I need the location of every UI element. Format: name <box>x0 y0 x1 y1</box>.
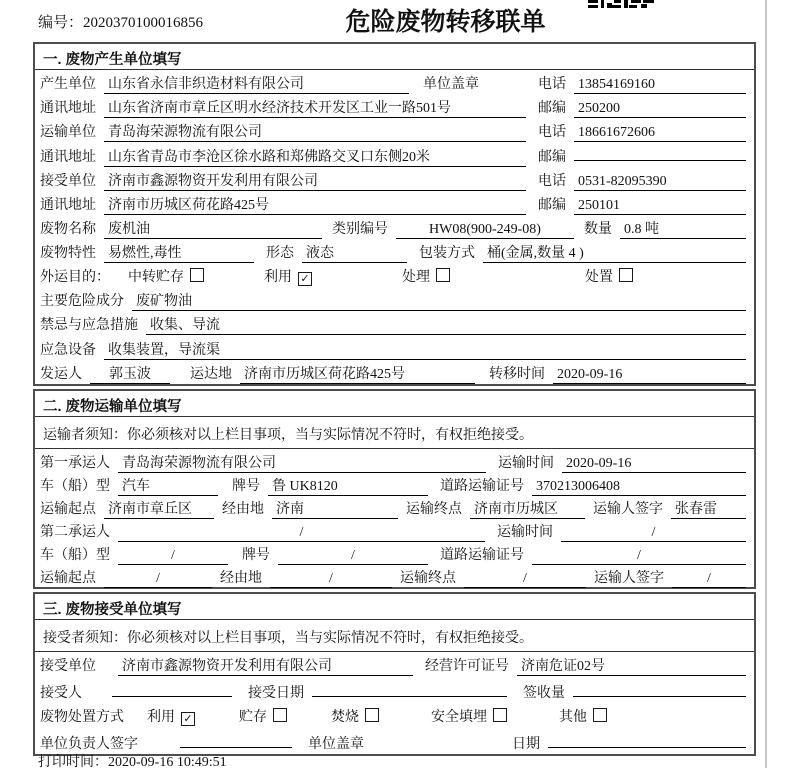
disposal-incinerate-label: 焚烧 <box>331 710 359 725</box>
destination-value: 济南市历城区荷花路425号 <box>240 363 475 384</box>
producer-phone-label: 电话 <box>538 77 566 92</box>
transporter-notice-text: 你必须核对以上栏目事项，当与实际情况不符时，有权拒绝接受。 <box>127 428 533 443</box>
checkbox-utilize: ✓ <box>298 272 312 286</box>
route1-end-value: 济南市历城区 <box>470 498 585 519</box>
dispatcher-label: 发运人 <box>40 366 82 382</box>
plate2-value: / <box>278 548 428 565</box>
transport-zip-label: 邮编 <box>538 150 566 166</box>
business-permit-value: 济南危证02号 <box>517 655 746 676</box>
route1-via-value: 济南 <box>272 498 398 519</box>
emergency-equipment-label: 应急设备 <box>40 342 96 358</box>
waste-form-value: 液态 <box>302 242 407 263</box>
road-permit2-label: 道路运输证号 <box>440 548 524 563</box>
transport-unit-label: 运输单位 <box>40 125 96 141</box>
road-permit1-value: 370213006408 <box>532 479 746 496</box>
waste-category-value: HW08(900-249-08) <box>396 222 574 239</box>
vehicle-type1-value: 汽车 <box>118 475 218 496</box>
section2-title: 二. 废物运输单位填写 <box>35 391 754 417</box>
producer-unit-label: 产生单位 <box>40 77 96 92</box>
row-route2 <box>35 564 754 587</box>
disposal-option-landfill <box>431 706 507 726</box>
second-carrier-label: 第二承运人 <box>40 525 110 540</box>
producer-phone-value: 13854169160 <box>574 77 746 94</box>
road-permit1-label: 道路运输证号 <box>440 479 524 494</box>
waste-name-value: 废机油 <box>104 218 322 239</box>
disposal-option-other <box>559 706 607 726</box>
packing-method-label: 包装方式 <box>419 245 475 261</box>
accept-date-label: 接受日期 <box>248 685 304 701</box>
purpose-option-transfer-storage <box>128 266 204 286</box>
receiver-zip-value: 250101 <box>574 198 746 215</box>
acceptor-value <box>112 681 232 697</box>
row-acceptor <box>35 678 754 704</box>
transport-phone-label: 电话 <box>538 125 566 141</box>
route1-via-label: 经由地 <box>222 502 264 517</box>
business-permit-label: 经营许可证号 <box>425 659 509 674</box>
row-transfer-purpose <box>35 263 754 287</box>
emergency-measures-value: 收集、导流 <box>146 314 746 335</box>
packing-method-value: 桶(金属,数量 4 ) <box>483 242 746 263</box>
signed-qty-value <box>573 681 746 697</box>
row-receiver-address <box>35 191 754 215</box>
route2-start-label: 运输起点 <box>40 571 96 586</box>
checkbox-disposal-storage <box>273 708 287 722</box>
route2-via-label: 经由地 <box>220 571 262 586</box>
signoff-date-value <box>548 732 746 748</box>
transport-time1-value: 2020-09-16 <box>562 456 746 473</box>
transport-address-label: 通讯地址 <box>40 150 96 166</box>
accept-date-value <box>312 681 507 697</box>
row-transport-unit <box>35 118 754 142</box>
print-time-value: 2020-09-16 10:49:51 <box>108 755 227 770</box>
page-title: 危险废物转移联单 <box>345 8 546 36</box>
waste-qty-value: 0.8 吨 <box>620 218 746 239</box>
emergency-equipment-value: 收集装置，导流渠 <box>104 339 746 360</box>
serial-number: 2020370100016856 <box>83 15 204 31</box>
section-producer <box>33 42 756 386</box>
first-carrier-value: 青岛海荣源物流有限公司 <box>118 452 486 473</box>
receiver-notice-label: 接受者须知： <box>43 631 127 646</box>
disposal-option-utilize <box>147 706 195 726</box>
route2-end-value: / <box>464 571 586 588</box>
transfer-purpose-label: 外运目的： <box>40 270 110 286</box>
signoff-date-label: 日期 <box>512 736 540 752</box>
emergency-measures-label: 禁忌与应急措施 <box>40 318 138 334</box>
transport-time1-label: 运输时间 <box>498 456 554 471</box>
checkbox-transfer-storage <box>190 268 204 282</box>
route1-sign-value: 张春雷 <box>671 498 746 519</box>
checkbox-treat <box>436 268 450 282</box>
receiver-notice-text: 你必须核对以上栏目事项，当与实际情况不符时，有权拒绝接受。 <box>127 631 533 646</box>
row-hazard-components <box>35 287 754 311</box>
purpose-treat-label: 处理 <box>402 270 430 286</box>
producer-address-label: 通讯地址 <box>40 101 96 117</box>
hazard-components-value: 废矿物油 <box>132 290 746 311</box>
unit-seal-label: 单位盖章 <box>423 77 479 92</box>
accept-unit-label: 接受单位 <box>40 659 96 674</box>
row-dispatch <box>35 360 754 384</box>
purpose-utilize-label: 利用 <box>264 270 292 286</box>
route1-start-label: 运输起点 <box>40 502 96 517</box>
plate1-label: 牌号 <box>232 479 260 494</box>
section-transport <box>33 389 756 589</box>
hazard-components-label: 主要危险成分 <box>40 294 124 310</box>
second-carrier-value: / <box>118 525 485 542</box>
row-first-carrier <box>35 449 754 472</box>
receiver-unit-value: 济南市鑫源物资开发利用有限公司 <box>104 170 526 191</box>
waste-name-label: 废物名称 <box>40 221 96 237</box>
dispatcher-value: 郭玉波 <box>90 363 170 384</box>
page-edge-line <box>765 0 767 768</box>
route1-start-value: 济南市章丘区 <box>104 498 214 519</box>
producer-zip-label: 邮编 <box>538 101 566 117</box>
row-waste-name <box>35 215 754 239</box>
row-accept-unit <box>35 652 754 678</box>
purpose-dispose-label: 处置 <box>585 270 613 286</box>
waste-form-label: 形态 <box>266 245 294 261</box>
producer-zip-value: 250200 <box>574 101 746 118</box>
disposal-utilize-label: 利用 <box>147 710 175 725</box>
transport-zip-value <box>574 145 746 161</box>
vehicle-type2-value: / <box>118 548 228 565</box>
row-waste-traits <box>35 239 754 263</box>
plate1-value: 鲁 UK8120 <box>268 475 428 496</box>
receiver-zip-label: 邮编 <box>538 197 566 213</box>
waste-qty-label: 数量 <box>584 221 612 237</box>
destination-label: 运达地 <box>190 366 232 382</box>
receiver-phone-value: 0531-82095390 <box>574 174 746 191</box>
checkbox-dispose <box>619 268 633 282</box>
row-producer-address <box>35 94 754 118</box>
purpose-transfer-storage-label: 中转贮存 <box>128 270 184 286</box>
disposal-other-label: 其他 <box>559 710 587 725</box>
first-carrier-label: 第一承运人 <box>40 456 110 471</box>
transfer-time-value: 2020-09-16 <box>553 367 746 384</box>
row-producer-unit <box>35 70 754 94</box>
purpose-option-treat <box>402 266 450 286</box>
receiver-notice <box>35 620 754 652</box>
road-permit2-value: / <box>532 548 746 565</box>
waste-traits-label: 废物特性 <box>40 245 96 261</box>
receiver-unit-label: 接受单位 <box>40 173 96 189</box>
row-receiver-unit <box>35 167 754 191</box>
route2-start-value: / <box>104 571 212 588</box>
row-emergency-equipment <box>35 336 754 360</box>
disposal-landfill-label: 安全填埋 <box>431 710 487 725</box>
row-vehicle2 <box>35 541 754 564</box>
print-time-label: 打印时间： <box>38 755 108 770</box>
checkbox-disposal-incinerate <box>365 708 379 722</box>
disposal-method-label: 废物处置方式 <box>40 710 124 725</box>
row-transport-address <box>35 142 754 166</box>
section3-title: 三. 废物接受单位填写 <box>35 594 754 620</box>
checkbox-disposal-utilize: ✓ <box>181 712 195 726</box>
responsible-sign-value <box>180 732 292 748</box>
responsible-sign-label: 单位负责人签字 <box>40 736 138 752</box>
transport-unit-value: 青岛海荣源物流有限公司 <box>104 121 526 142</box>
transport-time2-value: / <box>561 525 746 542</box>
unit-seal2-label: 单位盖章 <box>308 736 364 752</box>
producer-address-value: 山东省济南市章丘区明水经济技术开发区工业一路501号 <box>104 97 526 118</box>
transport-address-value: 山东省青岛市李沧区徐水路和郑佛路交叉口东侧20米 <box>104 146 526 167</box>
producer-unit-value: 山东省永信非织造材料有限公司 <box>104 73 409 94</box>
acceptor-label: 接受人 <box>40 685 82 701</box>
serial-label: 编号： <box>38 15 84 31</box>
disposal-storage-label: 贮存 <box>239 710 267 725</box>
plate2-label: 牌号 <box>242 548 270 563</box>
disposal-option-incinerate <box>331 706 379 726</box>
purpose-option-dispose <box>585 266 633 286</box>
disposal-option-storage <box>239 706 287 726</box>
receiver-address-value: 济南市历城区荷花路425号 <box>104 194 526 215</box>
row-disposal-method <box>35 703 754 729</box>
route1-sign-label: 运输人签字 <box>593 502 663 517</box>
vehicle-type1-label: 车（船）型 <box>40 479 110 494</box>
route1-end-label: 运输终点 <box>406 502 462 517</box>
waste-traits-value: 易燃性,毒性 <box>104 242 254 263</box>
route2-sign-label: 运输人签字 <box>594 571 664 586</box>
transport-time2-label: 运输时间 <box>497 525 553 540</box>
checkbox-disposal-other <box>593 708 607 722</box>
vehicle-type2-label: 车（船）型 <box>40 548 110 563</box>
receiver-phone-label: 电话 <box>538 173 566 189</box>
print-time-line <box>38 751 227 771</box>
route2-via-value: / <box>270 571 392 588</box>
transport-phone-value: 18661672606 <box>574 125 746 142</box>
transporter-notice-label: 运输者须知： <box>43 428 127 443</box>
section1-title: 一. 废物产生单位填写 <box>35 44 754 70</box>
transporter-notice <box>35 417 754 449</box>
receiver-address-label: 通讯地址 <box>40 197 96 213</box>
route2-end-label: 运输终点 <box>400 571 456 586</box>
row-second-carrier <box>35 518 754 541</box>
signed-qty-label: 签收量 <box>523 685 565 701</box>
row-emergency-measures <box>35 311 754 335</box>
purpose-option-utilize <box>264 266 312 286</box>
accept-unit-value: 济南市鑫源物资开发利用有限公司 <box>118 655 413 676</box>
section-receiver <box>33 592 756 756</box>
checkbox-disposal-landfill <box>493 708 507 722</box>
row-vehicle1 <box>35 472 754 495</box>
transfer-time-label: 转移时间 <box>489 366 545 382</box>
route2-sign-value: / <box>672 571 746 588</box>
waste-category-label: 类别编号 <box>332 221 388 237</box>
row-route1 <box>35 495 754 518</box>
